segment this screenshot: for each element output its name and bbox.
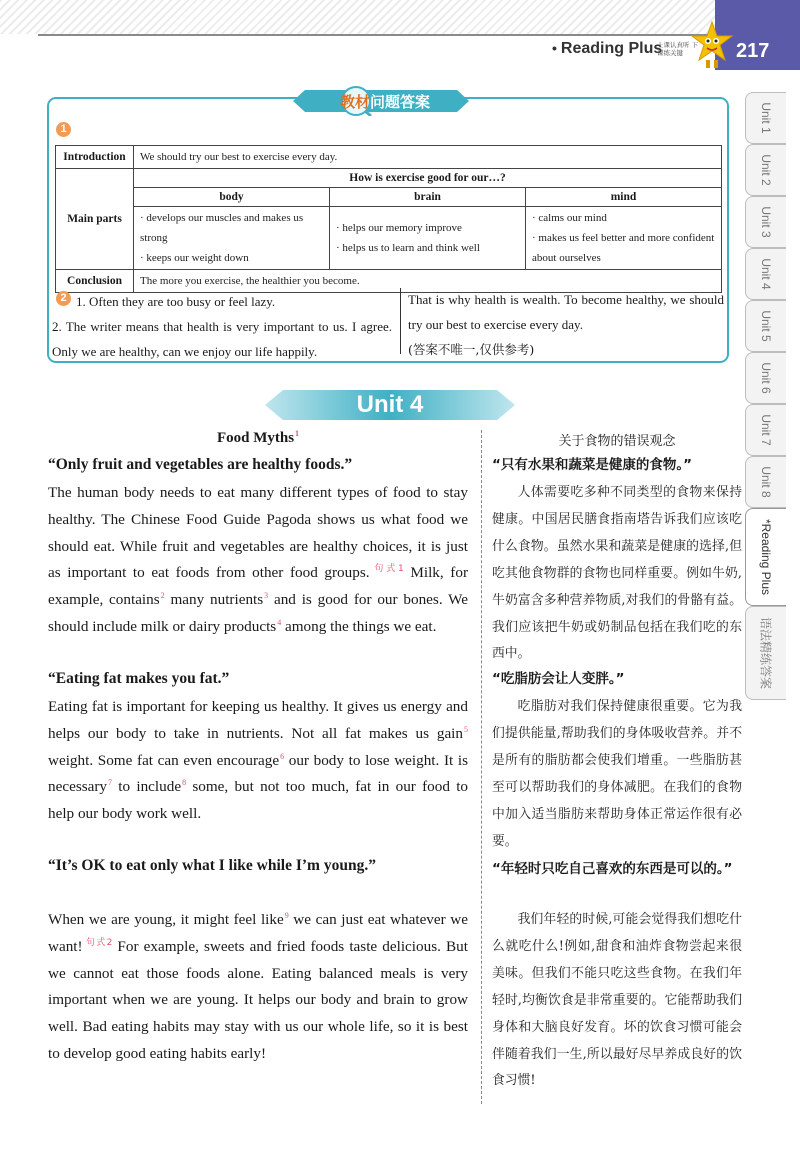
pattern-marker: 句式2	[84, 937, 113, 948]
footnote-marker: 5	[464, 724, 468, 734]
star-mascot-icon	[690, 20, 734, 70]
tab-unit-7[interactable]: Unit 7	[745, 404, 786, 456]
english-heading-1: “Only fruit and vegetables are healthy foods.”	[48, 456, 353, 473]
header-slogan: 上课认真听 下课练关键	[657, 41, 699, 57]
column-body: body	[134, 188, 330, 207]
conclusion-text: The more you exercise, the healthier you become.	[134, 270, 722, 293]
answer-table	[55, 145, 722, 293]
unit-title: Unit 4	[356, 391, 424, 418]
chinese-paragraph-2: 吃脂肪对我们保持健康很重要。它为我们提供能量,帮助我们的身体吸收营养。并不是所有的脂肪都会使我们增重。一些脂肪甚至可以帮助我们的身体减肥。在我们的食物中加入适当脂肪来帮助身体正常运作很有必要。	[492, 699, 742, 849]
table-row	[56, 169, 722, 188]
table-question: How is exercise good for our…?	[134, 169, 722, 188]
tab-unit-1[interactable]: Unit 1	[745, 92, 786, 144]
body-cell: · develops our muscles and makes us strong · keeps our weight down	[134, 207, 330, 270]
column-brain: brain	[330, 188, 526, 207]
table-row	[56, 146, 722, 169]
question-2-badge: 2	[56, 291, 71, 306]
brain-cell: · helps our memory improve · helps us to learn and think well	[330, 207, 526, 270]
chinese-paragraph-3: 我们年轻的时候,可能会觉得我们想吃什么就吃什么!例如,甜食和油炸食物尝起来很美味。但我们不能只吃这些食物。在我们年轻时,均衡饮食是非常重要的。它能帮助我们身体和大脑良好发育。坏的饮食习惯可能会伴随着我们一生,所以最好尽早养成良好的饮食习惯!	[492, 912, 742, 1089]
footnote-marker: 1	[295, 429, 300, 438]
q2-note: (答案不唯一,仅供参考)	[408, 342, 535, 357]
footnote-marker: 2	[160, 591, 165, 601]
header-rule	[38, 34, 715, 36]
mind-cell: · calms our mind · makes us feel better and more confident about ourselves	[526, 207, 722, 270]
english-paragraph-3: When we are young, it might feel like$^9$ we can just eat whatever we want! $^{句式2}$ For example, sweets and fried foods taste delicious. But we cannot eat those foods alone. Eating balanced meals is very important when we are young. It helps our body and brain to grow well. Bad eating habits may stay with us our whole life, so it is best to develop good eating habits early!	[48, 910, 468, 1062]
footnote-marker: 8	[182, 778, 187, 788]
question-2-answer-right	[408, 287, 724, 362]
english-paragraph-2: Eating fat is important for keeping us healthy. It gives us energy and helps our body to take in nutrients. Not all fat makes us gain$^5$ weight. Some fat can even encourage$^6$ our body to lose weight. It is necessary$^7$ to include$^8$ some, but not too much, fat in our food to help our body work well.	[48, 698, 469, 823]
tab-reading-plus[interactable]: *Reading Plus	[745, 508, 786, 606]
footnote-marker: 9	[284, 910, 289, 920]
main-parts-label: Main parts	[56, 169, 134, 270]
answers-ribbon-title: 教材问题答案	[340, 93, 431, 111]
tab-unit-8[interactable]: Unit 8	[745, 456, 786, 508]
column-divider	[481, 430, 482, 1104]
intro-text: We should try our best to exercise every day.	[134, 146, 722, 169]
chinese-heading-3: “年轻时只吃自己喜欢的东西是可以的。”	[492, 861, 733, 877]
q2-right-text: That is why health is wealth. To become healthy, we should try our best to exercise every day.	[408, 292, 724, 332]
chinese-title: 关于食物的错误观念	[558, 434, 676, 449]
section-title: • Reading Plus	[552, 40, 663, 57]
column-mind: mind	[526, 188, 722, 207]
pattern-marker: 句式1	[371, 564, 404, 575]
tab-unit-5[interactable]: Unit 5	[745, 300, 786, 352]
chinese-heading-2: “吃脂肪会让人变胖。”	[492, 671, 625, 687]
english-paragraph-1: The human body needs to eat many different types of food to stay healthy. The Chinese Food Guide Pagoda shows us what food we should eat. While fruit and vegetables are healthy choices, it is just as important to eat foods from other food groups. $^{句式1}$ Milk, for example, contains$^2$ many nutrients$^3$ and is good for our bones. We should include milk or dairy products$^4$ among the things we eat.	[48, 484, 469, 635]
tab-unit-2[interactable]: Unit 2	[745, 144, 786, 196]
question-2-answer-left	[52, 289, 392, 364]
intro-label: Introduction	[56, 146, 134, 169]
unit-banner	[265, 388, 515, 422]
q2-line-2: 2. The writer means that health is very important to us. I agree. Only we are healthy, can we enjoy our life happily.	[52, 319, 392, 359]
tab-unit-3[interactable]: Unit 3	[745, 196, 786, 248]
chinese-heading-1: “只有水果和蔬菜是健康的食物。”	[492, 457, 692, 473]
footnote-marker: 4	[277, 617, 282, 627]
tab-unit-6[interactable]: Unit 6	[745, 352, 786, 404]
english-heading-2: “Eating fat makes you fat.”	[48, 670, 230, 687]
table-row	[56, 207, 722, 270]
table-row	[56, 188, 722, 207]
question-1-badge: 1	[56, 122, 71, 137]
footnote-marker: 6	[280, 751, 285, 761]
tab-unit-4[interactable]: Unit 4	[745, 248, 786, 300]
header-hatch	[0, 0, 715, 34]
conclusion-label: Conclusion	[56, 270, 134, 293]
english-heading-3: “It’s OK to eat only what I like while I’m young.”	[48, 857, 376, 874]
q2-divider	[400, 288, 401, 354]
tab-grammar-answers[interactable]: 语法精练答案	[745, 606, 786, 700]
answers-ribbon	[293, 86, 469, 116]
footnote-marker: 7	[108, 778, 113, 788]
page-number: 217	[736, 40, 770, 62]
chinese-paragraph-1: 人体需要吃多种不同类型的食物来保持健康。中国居民膳食指南塔告诉我们应该吃什么食物。虽然水果和蔬菜是健康的选择,但吃其他食物群的食物也同样重要。例如牛奶,牛奶富含多种营养物质,对我们的骨骼有益。我们应该把牛奶或奶制品包括在我们吃的东西中。	[492, 485, 742, 662]
q2-line-1: 1. Often they are too busy or feel lazy.	[76, 294, 276, 309]
footnote-marker: 3	[264, 591, 269, 601]
english-title: Food Myths$^1$	[216, 429, 300, 446]
